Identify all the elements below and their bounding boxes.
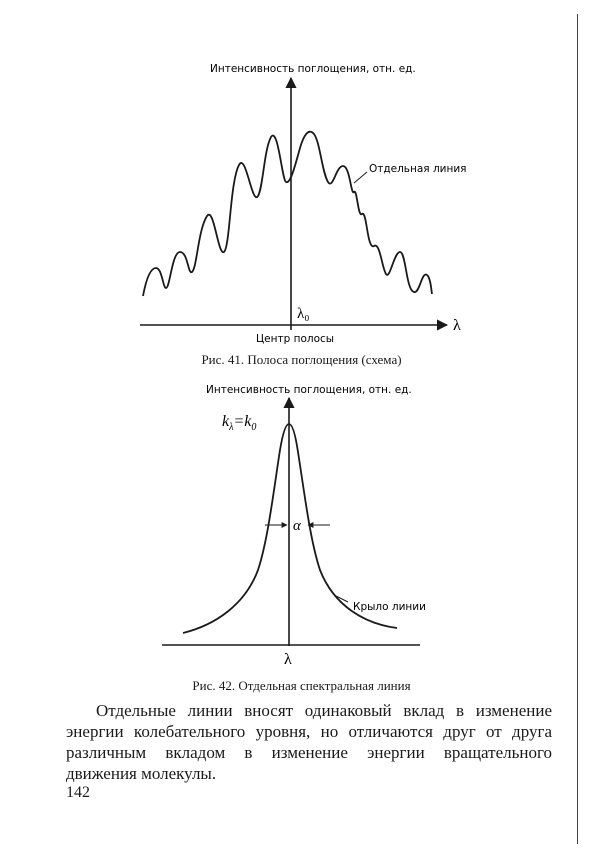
page-number: 142	[66, 784, 90, 801]
fig41-center-label: λ₀	[297, 306, 310, 322]
fig42-caption: Рис. 42. Отдельная спектральная линия	[192, 678, 411, 693]
figure-41	[140, 63, 467, 345]
fig41-line-leader	[354, 172, 367, 183]
fig41-line-label: Отдельная линия	[369, 163, 467, 175]
body-paragraph: Отдельные линии вносят одинаковый вклад в изменение энергии колебательного уровня, но отличаются друг от друга различным вкладом в изменение энергии вращательного движения молекулы.	[66, 701, 552, 783]
fig42-x-axis-symbol: λ	[284, 651, 292, 668]
fig42-y-axis-label: Интенсивность поглощения, отн. ед.	[206, 384, 412, 396]
fig42-wing-label: Крыло линии	[353, 601, 426, 613]
fig42-width-label: α	[293, 518, 301, 534]
fig42-peak-label: $k_\lambda=k_0$	[222, 413, 257, 433]
figure-42	[162, 384, 426, 668]
fig41-caption: Рис. 41. Полоса поглощения (схема)	[201, 352, 402, 367]
fig41-y-axis-label: Интенсивность поглощения, отн. ед.	[210, 63, 416, 75]
fig41-band-curve	[143, 132, 432, 296]
fig41-x-axis-caption: Центр полосы	[256, 333, 335, 345]
fig41-x-axis-symbol: λ	[453, 317, 461, 334]
